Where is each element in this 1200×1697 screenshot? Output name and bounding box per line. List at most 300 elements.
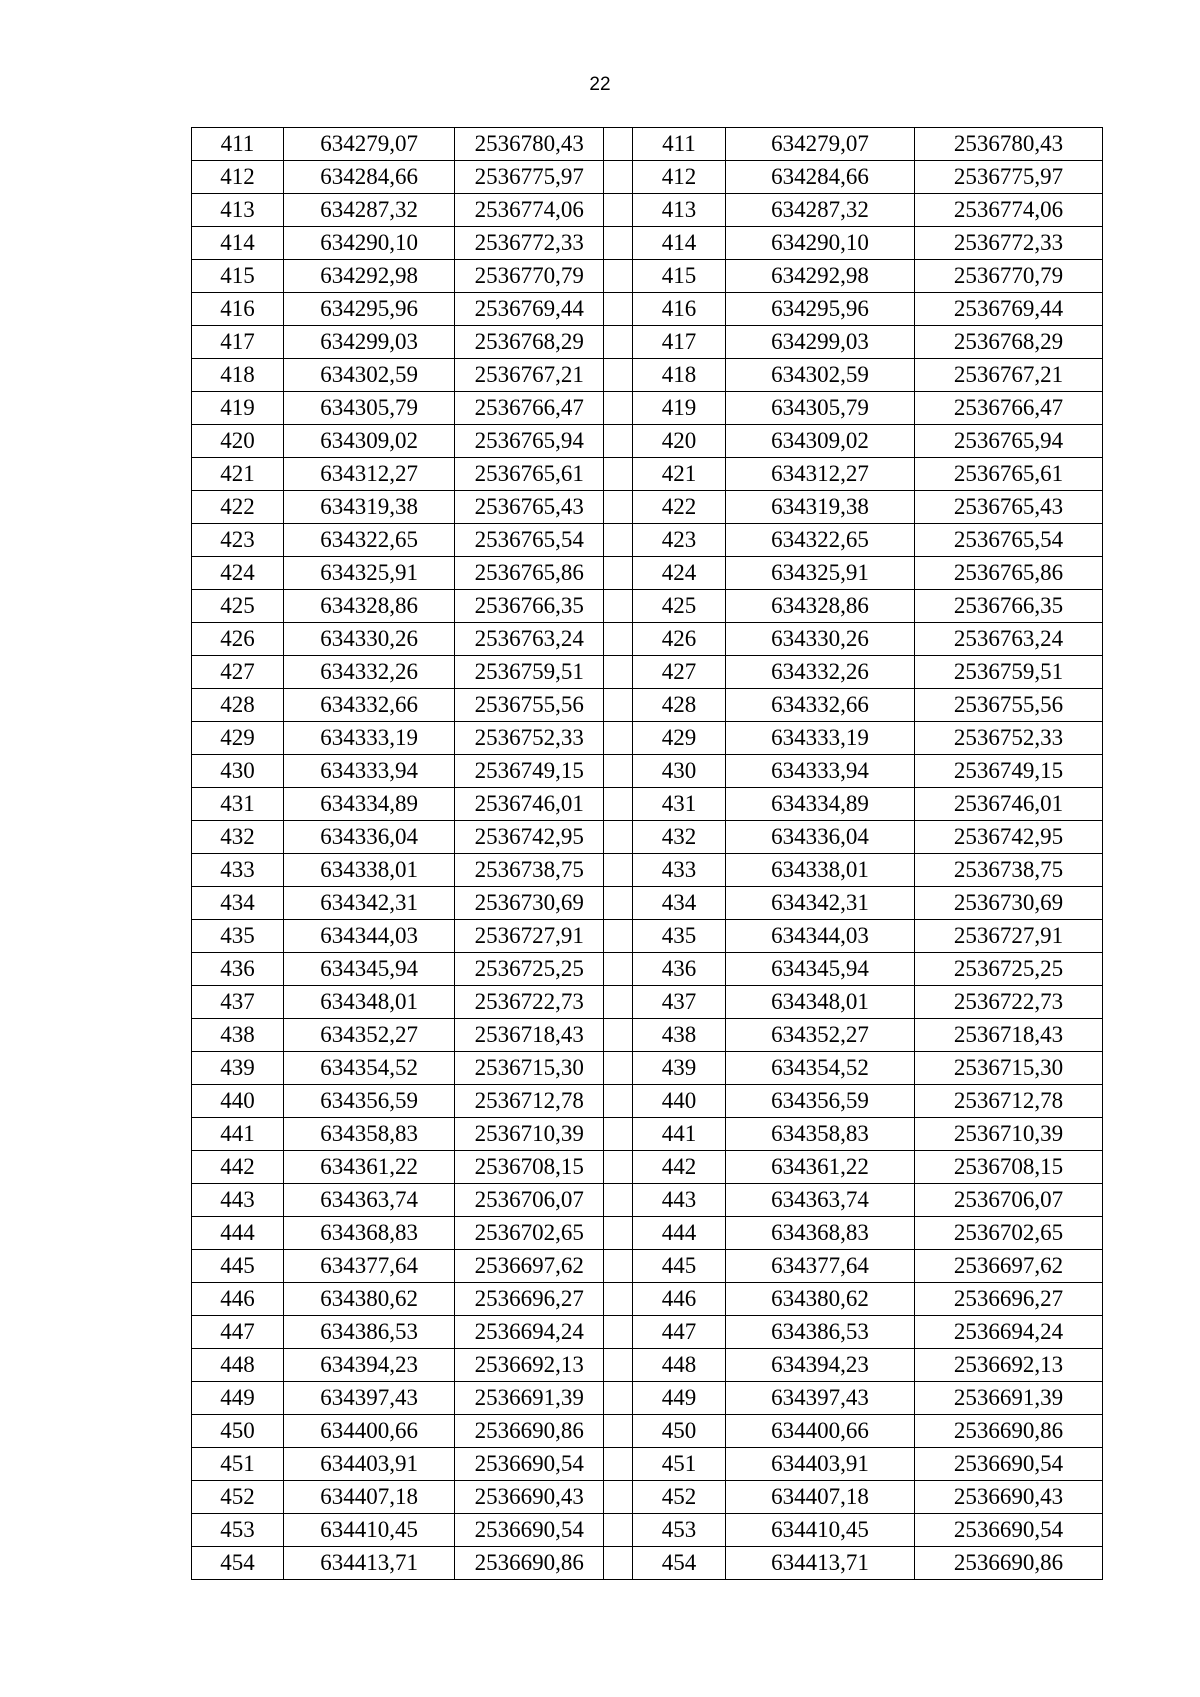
y-coordinate-copy-cell: 2536690,54 [914,1514,1102,1547]
point-number-copy-cell: 413 [633,194,726,227]
y-coordinate-copy-cell: 2536772,33 [914,227,1102,260]
y-coordinate-cell: 2536727,91 [455,920,604,953]
empty-separator-cell [604,986,633,1019]
y-coordinate-copy-cell: 2536765,94 [914,425,1102,458]
y-coordinate-cell: 2536692,13 [455,1349,604,1382]
point-number-cell: 446 [192,1283,284,1316]
point-number-copy-cell: 433 [633,854,726,887]
x-coordinate-cell: 634338,01 [283,854,454,887]
empty-separator-cell [604,788,633,821]
table-row [192,590,1103,623]
x-coordinate-cell: 634386,53 [283,1316,454,1349]
coordinates-table [191,127,1103,1580]
point-number-cell: 429 [192,722,284,755]
y-coordinate-copy-cell: 2536766,47 [914,392,1102,425]
y-coordinate-copy-cell: 2536712,78 [914,1085,1102,1118]
point-number-copy-cell: 426 [633,623,726,656]
point-number-copy-cell: 416 [633,293,726,326]
x-coordinate-cell: 634330,26 [283,623,454,656]
point-number-copy-cell: 435 [633,920,726,953]
y-coordinate-copy-cell: 2536765,54 [914,524,1102,557]
x-coordinate-copy-cell: 634348,01 [725,986,914,1019]
x-coordinate-copy-cell: 634279,07 [725,128,914,161]
x-coordinate-cell: 634325,91 [283,557,454,590]
point-number-cell: 447 [192,1316,284,1349]
empty-separator-cell [604,755,633,788]
empty-separator-cell [604,1382,633,1415]
y-coordinate-cell: 2536718,43 [455,1019,604,1052]
y-coordinate-cell: 2536763,24 [455,623,604,656]
point-number-copy-cell: 450 [633,1415,726,1448]
y-coordinate-copy-cell: 2536692,13 [914,1349,1102,1382]
table-row [192,986,1103,1019]
empty-separator-cell [604,1448,633,1481]
x-coordinate-copy-cell: 634333,19 [725,722,914,755]
y-coordinate-copy-cell: 2536769,44 [914,293,1102,326]
table-row [192,194,1103,227]
x-coordinate-copy-cell: 634332,26 [725,656,914,689]
point-number-cell: 443 [192,1184,284,1217]
table-row [192,557,1103,590]
empty-separator-cell [604,1316,633,1349]
table-row [192,128,1103,161]
y-coordinate-copy-cell: 2536694,24 [914,1316,1102,1349]
y-coordinate-copy-cell: 2536746,01 [914,788,1102,821]
x-coordinate-cell: 634279,07 [283,128,454,161]
point-number-cell: 415 [192,260,284,293]
point-number-cell: 424 [192,557,284,590]
x-coordinate-cell: 634397,43 [283,1382,454,1415]
point-number-cell: 417 [192,326,284,359]
empty-separator-cell [604,227,633,260]
point-number-copy-cell: 419 [633,392,726,425]
empty-separator-cell [604,128,633,161]
page-number: 22 [589,74,611,95]
x-coordinate-copy-cell: 634332,66 [725,689,914,722]
table-row [192,1085,1103,1118]
point-number-copy-cell: 439 [633,1052,726,1085]
x-coordinate-copy-cell: 634363,74 [725,1184,914,1217]
point-number-cell: 439 [192,1052,284,1085]
y-coordinate-cell: 2536694,24 [455,1316,604,1349]
x-coordinate-copy-cell: 634292,98 [725,260,914,293]
empty-separator-cell [604,623,633,656]
point-number-cell: 434 [192,887,284,920]
point-number-copy-cell: 428 [633,689,726,722]
table-row [192,623,1103,656]
y-coordinate-cell: 2536770,79 [455,260,604,293]
y-coordinate-copy-cell: 2536710,39 [914,1118,1102,1151]
y-coordinate-cell: 2536742,95 [455,821,604,854]
y-coordinate-cell: 2536752,33 [455,722,604,755]
x-coordinate-copy-cell: 634352,27 [725,1019,914,1052]
empty-separator-cell [604,458,633,491]
empty-separator-cell [604,1250,633,1283]
y-coordinate-copy-cell: 2536715,30 [914,1052,1102,1085]
x-coordinate-copy-cell: 634309,02 [725,425,914,458]
empty-separator-cell [604,953,633,986]
y-coordinate-copy-cell: 2536749,15 [914,755,1102,788]
point-number-cell: 414 [192,227,284,260]
x-coordinate-cell: 634407,18 [283,1481,454,1514]
empty-separator-cell [604,920,633,953]
point-number-copy-cell: 417 [633,326,726,359]
x-coordinate-cell: 634403,91 [283,1448,454,1481]
empty-separator-cell [604,524,633,557]
point-number-cell: 419 [192,392,284,425]
x-coordinate-copy-cell: 634397,43 [725,1382,914,1415]
point-number-copy-cell: 454 [633,1547,726,1580]
y-coordinate-cell: 2536749,15 [455,755,604,788]
table-row [192,1316,1103,1349]
y-coordinate-cell: 2536706,07 [455,1184,604,1217]
y-coordinate-copy-cell: 2536725,25 [914,953,1102,986]
table-row [192,755,1103,788]
y-coordinate-copy-cell: 2536722,73 [914,986,1102,1019]
y-coordinate-cell: 2536766,35 [455,590,604,623]
point-number-copy-cell: 448 [633,1349,726,1382]
y-coordinate-copy-cell: 2536738,75 [914,854,1102,887]
table-row [192,359,1103,392]
point-number-cell: 442 [192,1151,284,1184]
y-coordinate-cell: 2536691,39 [455,1382,604,1415]
table-row [192,425,1103,458]
table-row [192,788,1103,821]
x-coordinate-cell: 634356,59 [283,1085,454,1118]
point-number-copy-cell: 443 [633,1184,726,1217]
empty-separator-cell [604,1514,633,1547]
table-row [192,887,1103,920]
empty-separator-cell [604,194,633,227]
table-row [192,392,1103,425]
y-coordinate-copy-cell: 2536706,07 [914,1184,1102,1217]
empty-separator-cell [604,1019,633,1052]
table-row [192,1184,1103,1217]
x-coordinate-copy-cell: 634338,01 [725,854,914,887]
empty-separator-cell [604,1085,633,1118]
point-number-cell: 452 [192,1481,284,1514]
empty-separator-cell [604,722,633,755]
point-number-cell: 449 [192,1382,284,1415]
x-coordinate-copy-cell: 634410,45 [725,1514,914,1547]
y-coordinate-copy-cell: 2536691,39 [914,1382,1102,1415]
point-number-copy-cell: 415 [633,260,726,293]
point-number-cell: 437 [192,986,284,1019]
y-coordinate-cell: 2536769,44 [455,293,604,326]
x-coordinate-cell: 634413,71 [283,1547,454,1580]
empty-separator-cell [604,326,633,359]
x-coordinate-cell: 634319,38 [283,491,454,524]
y-coordinate-copy-cell: 2536718,43 [914,1019,1102,1052]
x-coordinate-copy-cell: 634394,23 [725,1349,914,1382]
table-row [192,1382,1103,1415]
x-coordinate-copy-cell: 634380,62 [725,1283,914,1316]
x-coordinate-cell: 634345,94 [283,953,454,986]
y-coordinate-cell: 2536768,29 [455,326,604,359]
point-number-copy-cell: 420 [633,425,726,458]
x-coordinate-copy-cell: 634413,71 [725,1547,914,1580]
x-coordinate-copy-cell: 634322,65 [725,524,914,557]
x-coordinate-cell: 634352,27 [283,1019,454,1052]
table-row [192,458,1103,491]
x-coordinate-cell: 634295,96 [283,293,454,326]
y-coordinate-copy-cell: 2536766,35 [914,590,1102,623]
table-row [192,656,1103,689]
coordinates-table-body [192,128,1103,1580]
x-coordinate-copy-cell: 634312,27 [725,458,914,491]
table-row [192,1052,1103,1085]
y-coordinate-cell: 2536722,73 [455,986,604,1019]
y-coordinate-copy-cell: 2536755,56 [914,689,1102,722]
empty-separator-cell [604,557,633,590]
y-coordinate-cell: 2536690,86 [455,1415,604,1448]
empty-separator-cell [604,1349,633,1382]
point-number-cell: 428 [192,689,284,722]
y-coordinate-cell: 2536708,15 [455,1151,604,1184]
x-coordinate-cell: 634332,26 [283,656,454,689]
x-coordinate-cell: 634332,66 [283,689,454,722]
table-row [192,1283,1103,1316]
point-number-copy-cell: 434 [633,887,726,920]
x-coordinate-cell: 634368,83 [283,1217,454,1250]
x-coordinate-copy-cell: 634284,66 [725,161,914,194]
table-row [192,491,1103,524]
point-number-cell: 444 [192,1217,284,1250]
point-number-copy-cell: 427 [633,656,726,689]
empty-separator-cell [604,689,633,722]
y-coordinate-cell: 2536690,54 [455,1514,604,1547]
empty-separator-cell [604,854,633,887]
x-coordinate-copy-cell: 634358,83 [725,1118,914,1151]
y-coordinate-copy-cell: 2536763,24 [914,623,1102,656]
y-coordinate-cell: 2536738,75 [455,854,604,887]
y-coordinate-copy-cell: 2536690,86 [914,1415,1102,1448]
point-number-copy-cell: 431 [633,788,726,821]
x-coordinate-cell: 634363,74 [283,1184,454,1217]
x-coordinate-copy-cell: 634334,89 [725,788,914,821]
point-number-cell: 438 [192,1019,284,1052]
y-coordinate-cell: 2536702,65 [455,1217,604,1250]
point-number-copy-cell: 411 [633,128,726,161]
point-number-copy-cell: 422 [633,491,726,524]
point-number-cell: 416 [192,293,284,326]
x-coordinate-copy-cell: 634333,94 [725,755,914,788]
table-row [192,161,1103,194]
point-number-copy-cell: 432 [633,821,726,854]
x-coordinate-copy-cell: 634290,10 [725,227,914,260]
point-number-cell: 423 [192,524,284,557]
x-coordinate-copy-cell: 634345,94 [725,953,914,986]
y-coordinate-copy-cell: 2536696,27 [914,1283,1102,1316]
y-coordinate-cell: 2536774,06 [455,194,604,227]
empty-separator-cell [604,1481,633,1514]
point-number-copy-cell: 451 [633,1448,726,1481]
y-coordinate-cell: 2536765,94 [455,425,604,458]
table-row [192,953,1103,986]
table-row [192,1118,1103,1151]
x-coordinate-cell: 634380,62 [283,1283,454,1316]
y-coordinate-copy-cell: 2536765,43 [914,491,1102,524]
y-coordinate-cell: 2536765,86 [455,557,604,590]
point-number-cell: 426 [192,623,284,656]
point-number-cell: 432 [192,821,284,854]
table-row [192,1217,1103,1250]
x-coordinate-cell: 634284,66 [283,161,454,194]
point-number-cell: 435 [192,920,284,953]
x-coordinate-cell: 634358,83 [283,1118,454,1151]
x-coordinate-copy-cell: 634377,64 [725,1250,914,1283]
x-coordinate-cell: 634400,66 [283,1415,454,1448]
y-coordinate-copy-cell: 2536730,69 [914,887,1102,920]
empty-separator-cell [604,1217,633,1250]
y-coordinate-copy-cell: 2536697,62 [914,1250,1102,1283]
table-row [192,326,1103,359]
point-number-copy-cell: 446 [633,1283,726,1316]
x-coordinate-copy-cell: 634407,18 [725,1481,914,1514]
x-coordinate-copy-cell: 634342,31 [725,887,914,920]
x-coordinate-cell: 634299,03 [283,326,454,359]
empty-separator-cell [604,887,633,920]
y-coordinate-cell: 2536767,21 [455,359,604,392]
point-number-copy-cell: 442 [633,1151,726,1184]
x-coordinate-cell: 634342,31 [283,887,454,920]
x-coordinate-cell: 634410,45 [283,1514,454,1547]
point-number-cell: 411 [192,128,284,161]
point-number-cell: 441 [192,1118,284,1151]
y-coordinate-copy-cell: 2536770,79 [914,260,1102,293]
point-number-copy-cell: 429 [633,722,726,755]
point-number-copy-cell: 418 [633,359,726,392]
y-coordinate-copy-cell: 2536690,86 [914,1547,1102,1580]
point-number-copy-cell: 440 [633,1085,726,1118]
table-row [192,722,1103,755]
point-number-copy-cell: 425 [633,590,726,623]
point-number-copy-cell: 414 [633,227,726,260]
y-coordinate-cell: 2536710,39 [455,1118,604,1151]
x-coordinate-copy-cell: 634403,91 [725,1448,914,1481]
point-number-cell: 445 [192,1250,284,1283]
x-coordinate-copy-cell: 634287,32 [725,194,914,227]
y-coordinate-copy-cell: 2536775,97 [914,161,1102,194]
y-coordinate-copy-cell: 2536780,43 [914,128,1102,161]
y-coordinate-cell: 2536755,56 [455,689,604,722]
point-number-cell: 453 [192,1514,284,1547]
point-number-copy-cell: 421 [633,458,726,491]
table-row [192,1349,1103,1382]
point-number-cell: 425 [192,590,284,623]
point-number-cell: 451 [192,1448,284,1481]
y-coordinate-copy-cell: 2536742,95 [914,821,1102,854]
empty-separator-cell [604,590,633,623]
x-coordinate-cell: 634302,59 [283,359,454,392]
y-coordinate-copy-cell: 2536702,65 [914,1217,1102,1250]
y-coordinate-copy-cell: 2536690,43 [914,1481,1102,1514]
point-number-cell: 440 [192,1085,284,1118]
point-number-cell: 418 [192,359,284,392]
y-coordinate-copy-cell: 2536752,33 [914,722,1102,755]
x-coordinate-cell: 634333,19 [283,722,454,755]
point-number-copy-cell: 447 [633,1316,726,1349]
y-coordinate-cell: 2536765,54 [455,524,604,557]
x-coordinate-cell: 634354,52 [283,1052,454,1085]
y-coordinate-cell: 2536765,61 [455,458,604,491]
x-coordinate-copy-cell: 634325,91 [725,557,914,590]
point-number-copy-cell: 430 [633,755,726,788]
y-coordinate-cell: 2536772,33 [455,227,604,260]
point-number-copy-cell: 437 [633,986,726,1019]
table-row [192,1250,1103,1283]
empty-separator-cell [604,1052,633,1085]
x-coordinate-cell: 634328,86 [283,590,454,623]
point-number-copy-cell: 444 [633,1217,726,1250]
point-number-cell: 433 [192,854,284,887]
x-coordinate-copy-cell: 634361,22 [725,1151,914,1184]
point-number-cell: 420 [192,425,284,458]
table-row [192,1547,1103,1580]
x-coordinate-copy-cell: 634295,96 [725,293,914,326]
y-coordinate-copy-cell: 2536727,91 [914,920,1102,953]
y-coordinate-cell: 2536765,43 [455,491,604,524]
y-coordinate-cell: 2536690,43 [455,1481,604,1514]
x-coordinate-cell: 634377,64 [283,1250,454,1283]
point-number-cell: 427 [192,656,284,689]
point-number-copy-cell: 438 [633,1019,726,1052]
point-number-copy-cell: 424 [633,557,726,590]
x-coordinate-cell: 634309,02 [283,425,454,458]
point-number-cell: 422 [192,491,284,524]
y-coordinate-cell: 2536712,78 [455,1085,604,1118]
y-coordinate-copy-cell: 2536690,54 [914,1448,1102,1481]
x-coordinate-copy-cell: 634336,04 [725,821,914,854]
table-row [192,854,1103,887]
point-number-cell: 454 [192,1547,284,1580]
y-coordinate-cell: 2536696,27 [455,1283,604,1316]
empty-separator-cell [604,1547,633,1580]
point-number-cell: 412 [192,161,284,194]
x-coordinate-copy-cell: 634356,59 [725,1085,914,1118]
x-coordinate-copy-cell: 634354,52 [725,1052,914,1085]
table-row [192,821,1103,854]
empty-separator-cell [604,1283,633,1316]
y-coordinate-copy-cell: 2536708,15 [914,1151,1102,1184]
point-number-copy-cell: 412 [633,161,726,194]
empty-separator-cell [604,359,633,392]
x-coordinate-copy-cell: 634386,53 [725,1316,914,1349]
point-number-copy-cell: 453 [633,1514,726,1547]
table-row [192,920,1103,953]
empty-separator-cell [604,293,633,326]
empty-separator-cell [604,161,633,194]
x-coordinate-copy-cell: 634319,38 [725,491,914,524]
table-row [192,524,1103,557]
x-coordinate-copy-cell: 634305,79 [725,392,914,425]
x-coordinate-copy-cell: 634344,03 [725,920,914,953]
y-coordinate-copy-cell: 2536765,61 [914,458,1102,491]
empty-separator-cell [604,1118,633,1151]
x-coordinate-cell: 634305,79 [283,392,454,425]
y-coordinate-cell: 2536746,01 [455,788,604,821]
y-coordinate-copy-cell: 2536768,29 [914,326,1102,359]
point-number-cell: 431 [192,788,284,821]
empty-separator-cell [604,1151,633,1184]
point-number-copy-cell: 445 [633,1250,726,1283]
x-coordinate-cell: 634333,94 [283,755,454,788]
y-coordinate-cell: 2536690,54 [455,1448,604,1481]
point-number-copy-cell: 452 [633,1481,726,1514]
table-row [192,1019,1103,1052]
empty-separator-cell [604,392,633,425]
point-number-copy-cell: 436 [633,953,726,986]
